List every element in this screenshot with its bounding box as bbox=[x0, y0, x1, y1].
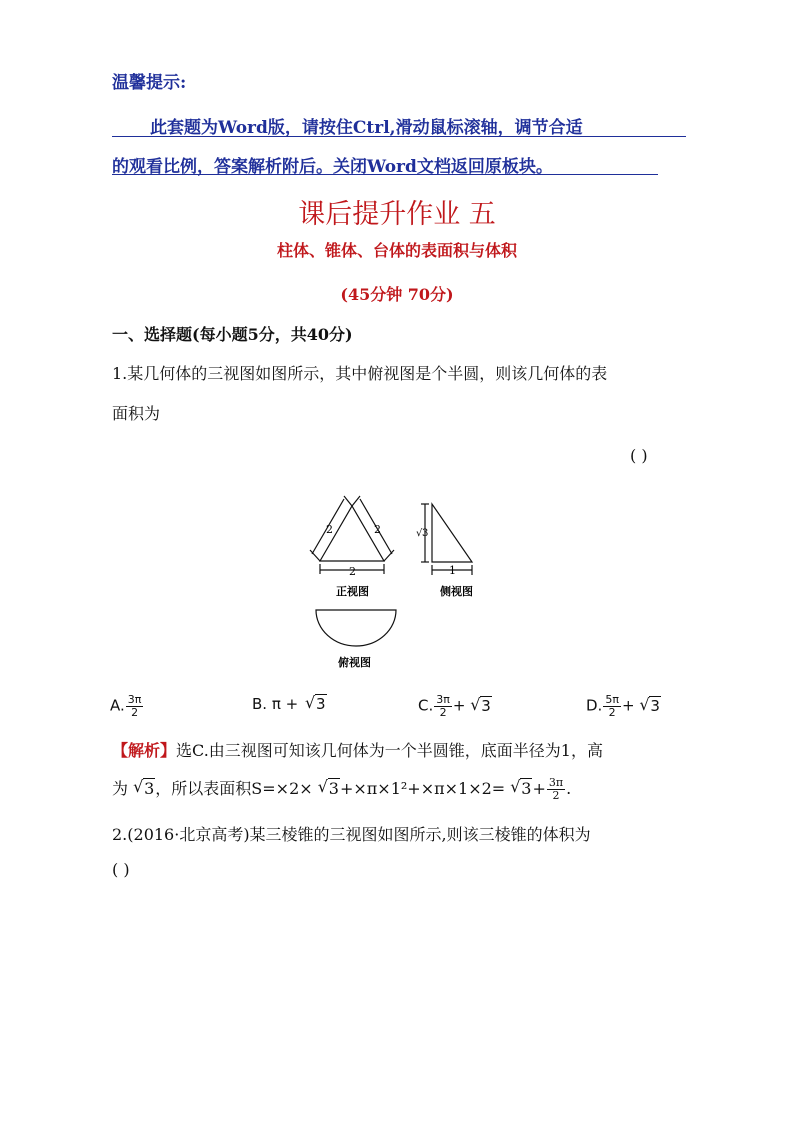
front-view bbox=[310, 496, 394, 574]
solution-text-2b: ，所以表面积S=×2× bbox=[155, 779, 313, 798]
option-c-fraction: $\frac{3\pi}{2}$ bbox=[436, 693, 450, 719]
page-title: 课后提升作业 五 bbox=[298, 199, 496, 230]
option-a-label: A. bbox=[110, 696, 125, 715]
solution-fraction: $\frac{3\pi}{2}$ bbox=[548, 776, 564, 802]
front-dim-bottom: 2 bbox=[349, 565, 356, 578]
option-d-sqrt: √ 3 bbox=[649, 696, 661, 715]
front-dim-left: 2 bbox=[326, 523, 333, 536]
option-c-label: C. bbox=[418, 696, 434, 715]
question-2-line-1: 2.(2016·北京高考)某三棱锥的三视图如图所示,则该三棱锥的体积为 bbox=[112, 825, 591, 844]
option-c-plus: + bbox=[452, 696, 466, 715]
tip-line-1: 此套题为Word版，请按住Ctrl,滑动鼠标滚轴，调节合适 bbox=[150, 118, 583, 138]
option-c-sqrt: √ 3 bbox=[480, 696, 492, 715]
question-1-line-1: 1.某几何体的三视图如图所示，其中俯视图是个半圆，则该几何体的表 bbox=[112, 364, 608, 383]
top-view-label: 俯视图 bbox=[338, 656, 371, 669]
option-a bbox=[110, 694, 144, 718]
section-heading: 一、选择题(每小题5分，共40分) bbox=[112, 325, 353, 344]
option-d-fraction: $\frac{5\pi}{2}$ bbox=[605, 693, 619, 719]
option-b-label: B. π + bbox=[252, 695, 299, 713]
solution-end: . bbox=[566, 779, 572, 798]
side-view bbox=[421, 504, 472, 575]
solution-sqrt-2: √ 3 bbox=[328, 778, 340, 798]
question-2-line-2: ( ) bbox=[112, 860, 130, 879]
answer-parentheses: ( ) bbox=[630, 446, 648, 465]
solution-text-2c: +×π×1²+×π×1×2= bbox=[339, 779, 506, 798]
tip-underline-2 bbox=[112, 174, 658, 175]
side-dim-height-root: √ bbox=[416, 528, 423, 539]
three-view-figure bbox=[300, 488, 500, 678]
option-b-sqrt: √ 3 bbox=[315, 694, 327, 713]
tip-underline-1 bbox=[112, 136, 686, 137]
option-d-plus: + bbox=[621, 696, 635, 715]
question-1-line-2: 面积为 bbox=[112, 404, 161, 423]
solution-line-1 bbox=[112, 738, 603, 761]
solution-tag: 【解析】 bbox=[112, 741, 177, 760]
tip-title: 温馨提示: bbox=[112, 73, 187, 93]
front-dim-right: 2 bbox=[374, 523, 381, 536]
option-a-fraction: $\frac{3\pi}{2}$ bbox=[127, 693, 142, 719]
option-d-label: D. bbox=[586, 696, 603, 715]
option-d bbox=[586, 694, 661, 718]
top-view bbox=[316, 610, 396, 646]
side-dim-bottom: 1 bbox=[449, 564, 456, 577]
solution-line-2 bbox=[112, 776, 571, 802]
solution-sqrt-3: √ 3 bbox=[520, 778, 532, 798]
tip-line-2: 的观看比例，答案解析附后。关闭Word文档返回原板块。 bbox=[112, 157, 553, 177]
front-view-label: 正视图 bbox=[336, 585, 369, 598]
side-dim-height: 3 bbox=[422, 528, 429, 539]
option-b bbox=[252, 694, 327, 713]
page-subtitle: 柱体、锥体、台体的表面积与体积 bbox=[276, 241, 517, 260]
option-c bbox=[418, 694, 492, 718]
solution-sqrt-1: √ 3 bbox=[143, 778, 155, 798]
solution-text-1: 选C.由三视图可知该几何体为一个半圆锥，底面半径为1，高 bbox=[176, 741, 603, 760]
solution-text-2a: 为 bbox=[112, 779, 129, 798]
time-score: (45分钟 70分) bbox=[340, 285, 454, 304]
side-view-label: 侧视图 bbox=[440, 585, 473, 598]
solution-plus: + bbox=[532, 779, 546, 798]
